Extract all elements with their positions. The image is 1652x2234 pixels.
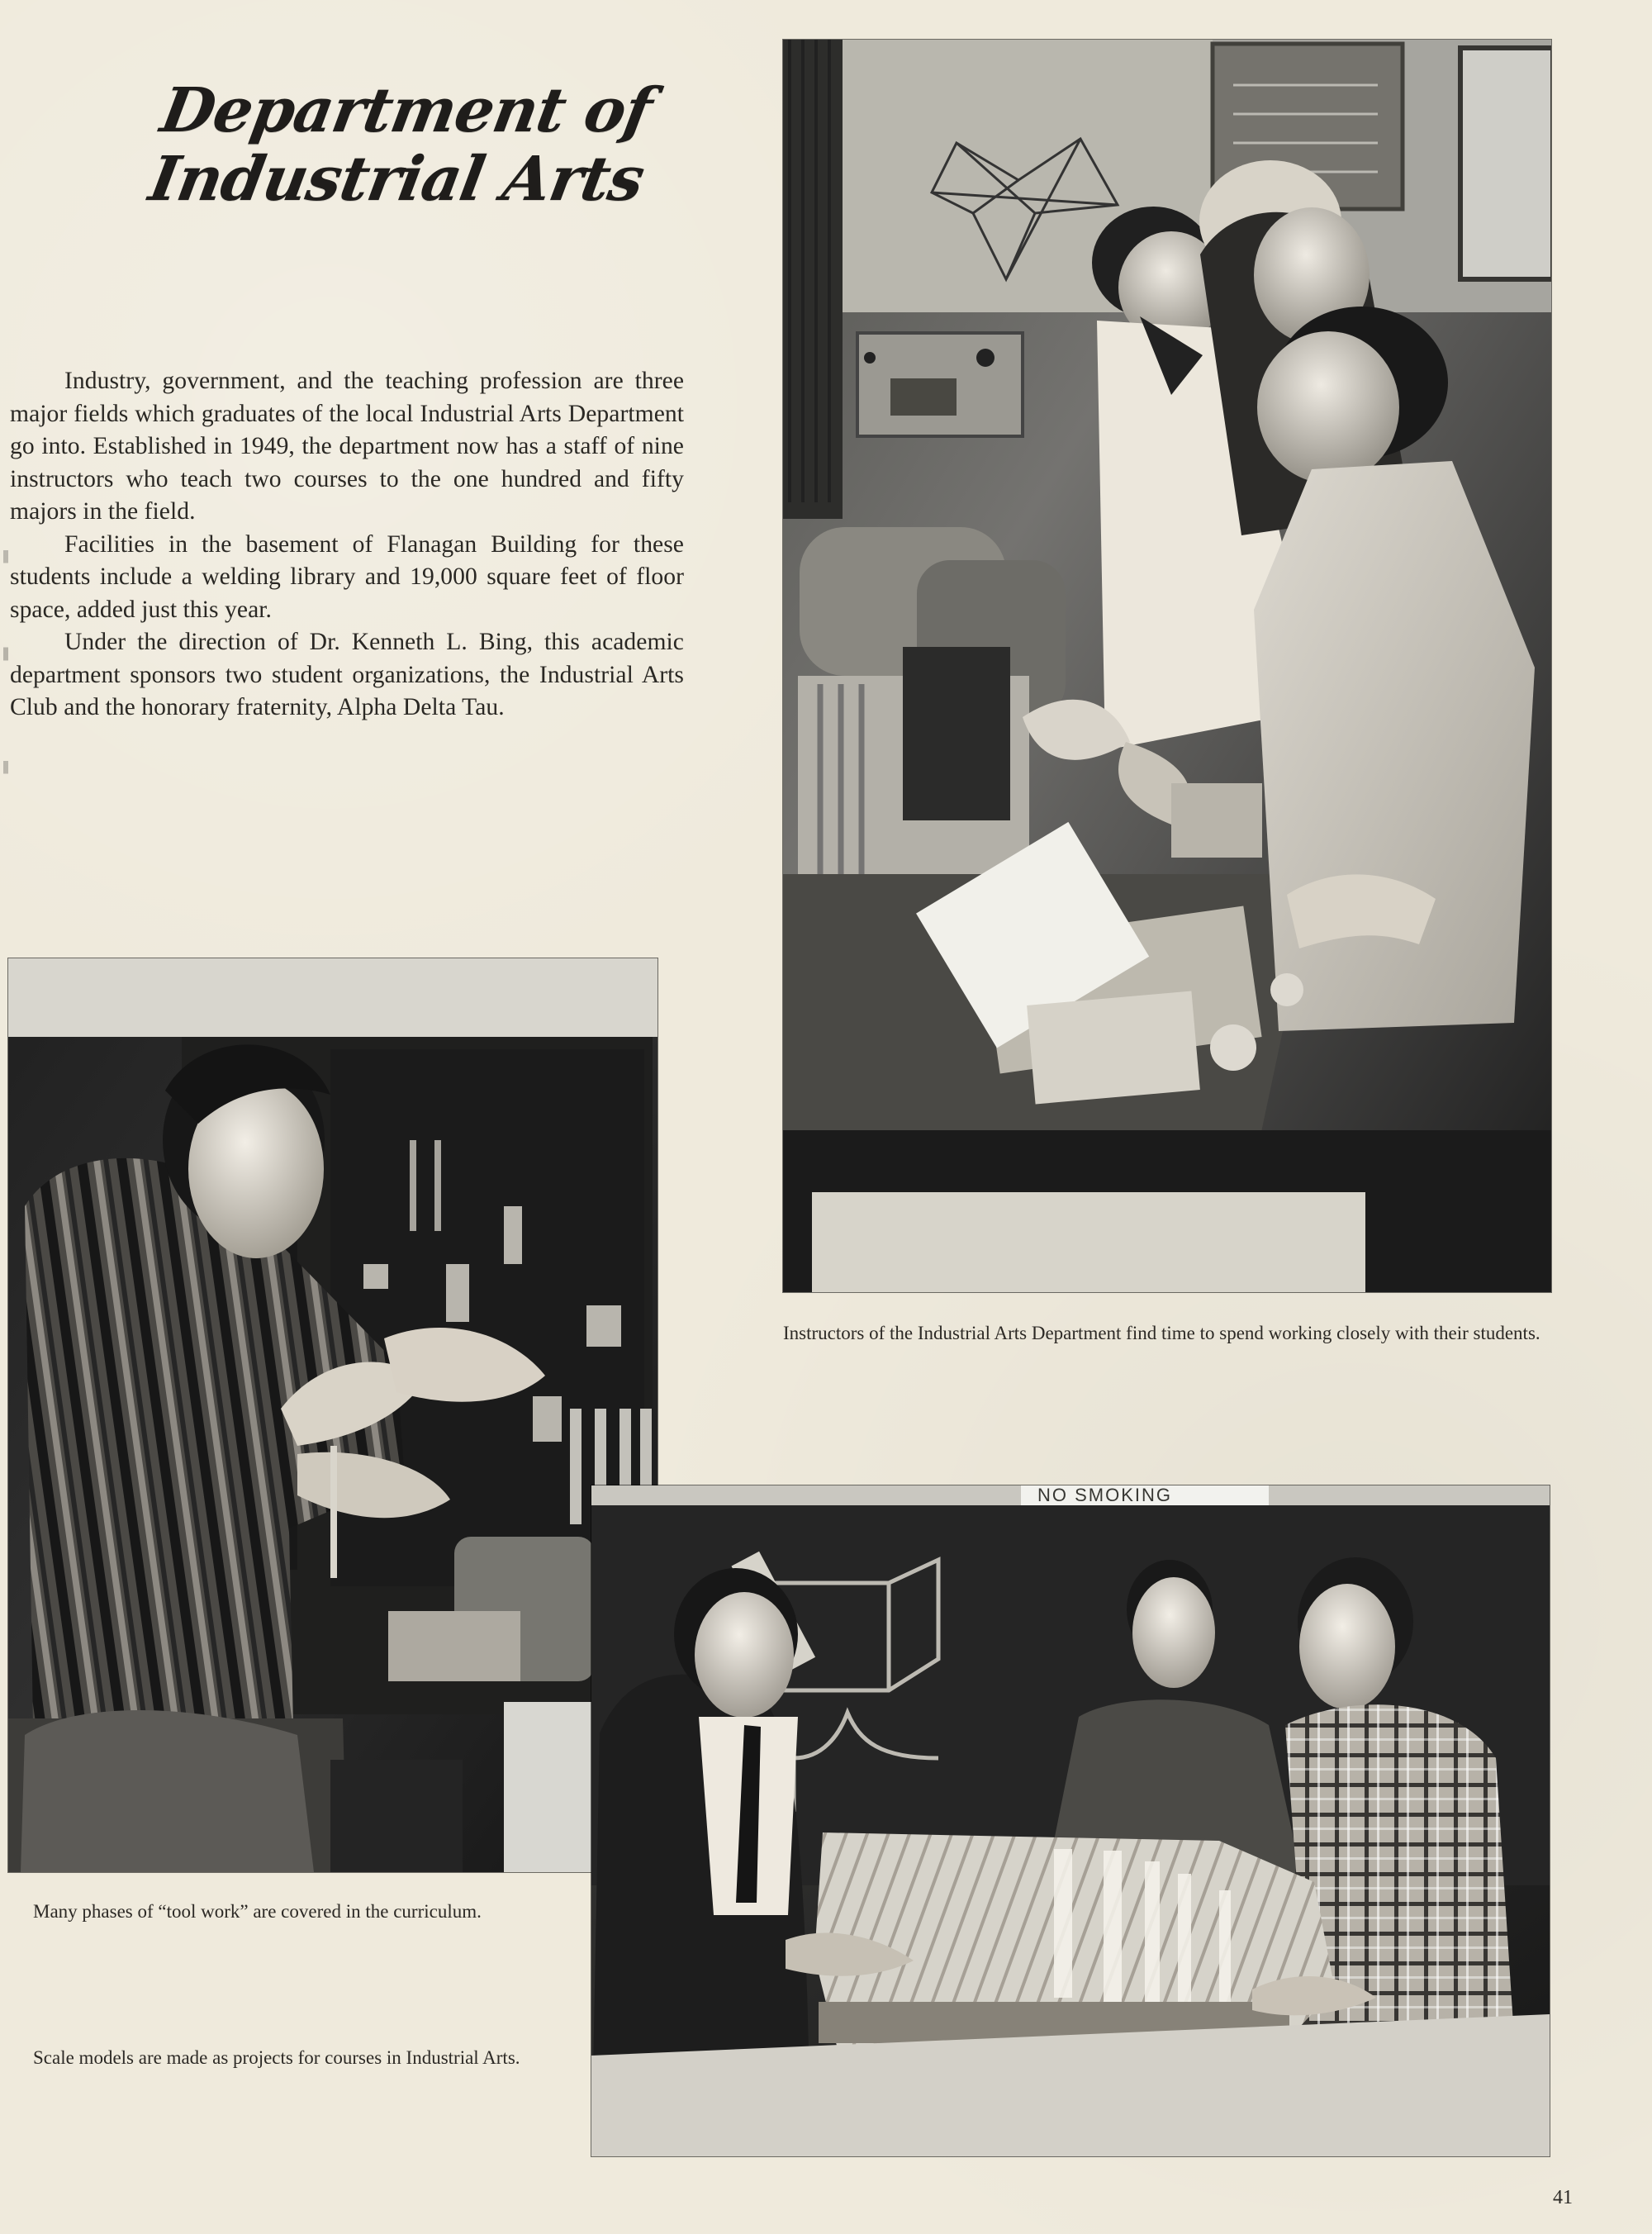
intro-paragraph: Under the direction of Dr. Kenneth L. Bing, this academic department sponsors two student organizations, the Industrial Arts Club and the honorary fraternity, Alpha Delta Tau. — [10, 629, 684, 720]
no-smoking-sign-text: NO SMOKING — [1037, 1485, 1173, 1505]
scale-models-photo-art — [591, 1485, 1550, 2156]
scale-models-photo — [591, 1485, 1550, 2156]
intro-paragraph: Facilities in the basement of Flanagan Building for these students include a welding library and 19,000 square feet of floor space, added just this year. — [10, 530, 684, 623]
page-title — [144, 75, 657, 235]
instructors-working-photo-art — [783, 40, 1551, 1292]
intro-text — [10, 365, 684, 725]
instructors-photo-caption: Instructors of the Industrial Arts Department find time to spend working closely with their students. — [783, 1323, 1540, 1343]
tool-work-caption: Many phases of “tool work” are covered in the curriculum. — [33, 1901, 482, 1922]
instructors-working-photo — [783, 40, 1551, 1292]
scale-models-caption: Scale models are made as projects for courses in Industrial Arts. — [33, 2047, 520, 2068]
intro-paragraph: Industry, government, and the teaching profession are three major fields which graduates of the local Industrial Arts Department go into. Established in 1949, the department now has a staff of nine instructors who teach two courses to the one hundred and fifty majors in the field. — [10, 368, 684, 525]
page-title-line-1: Department of — [155, 75, 657, 146]
tool-work-photo — [8, 958, 657, 1872]
tool-work-photo-art — [8, 958, 657, 1872]
page-title-line-2: Industrial Arts — [144, 144, 649, 216]
page-number: 41 — [1553, 2187, 1573, 2208]
